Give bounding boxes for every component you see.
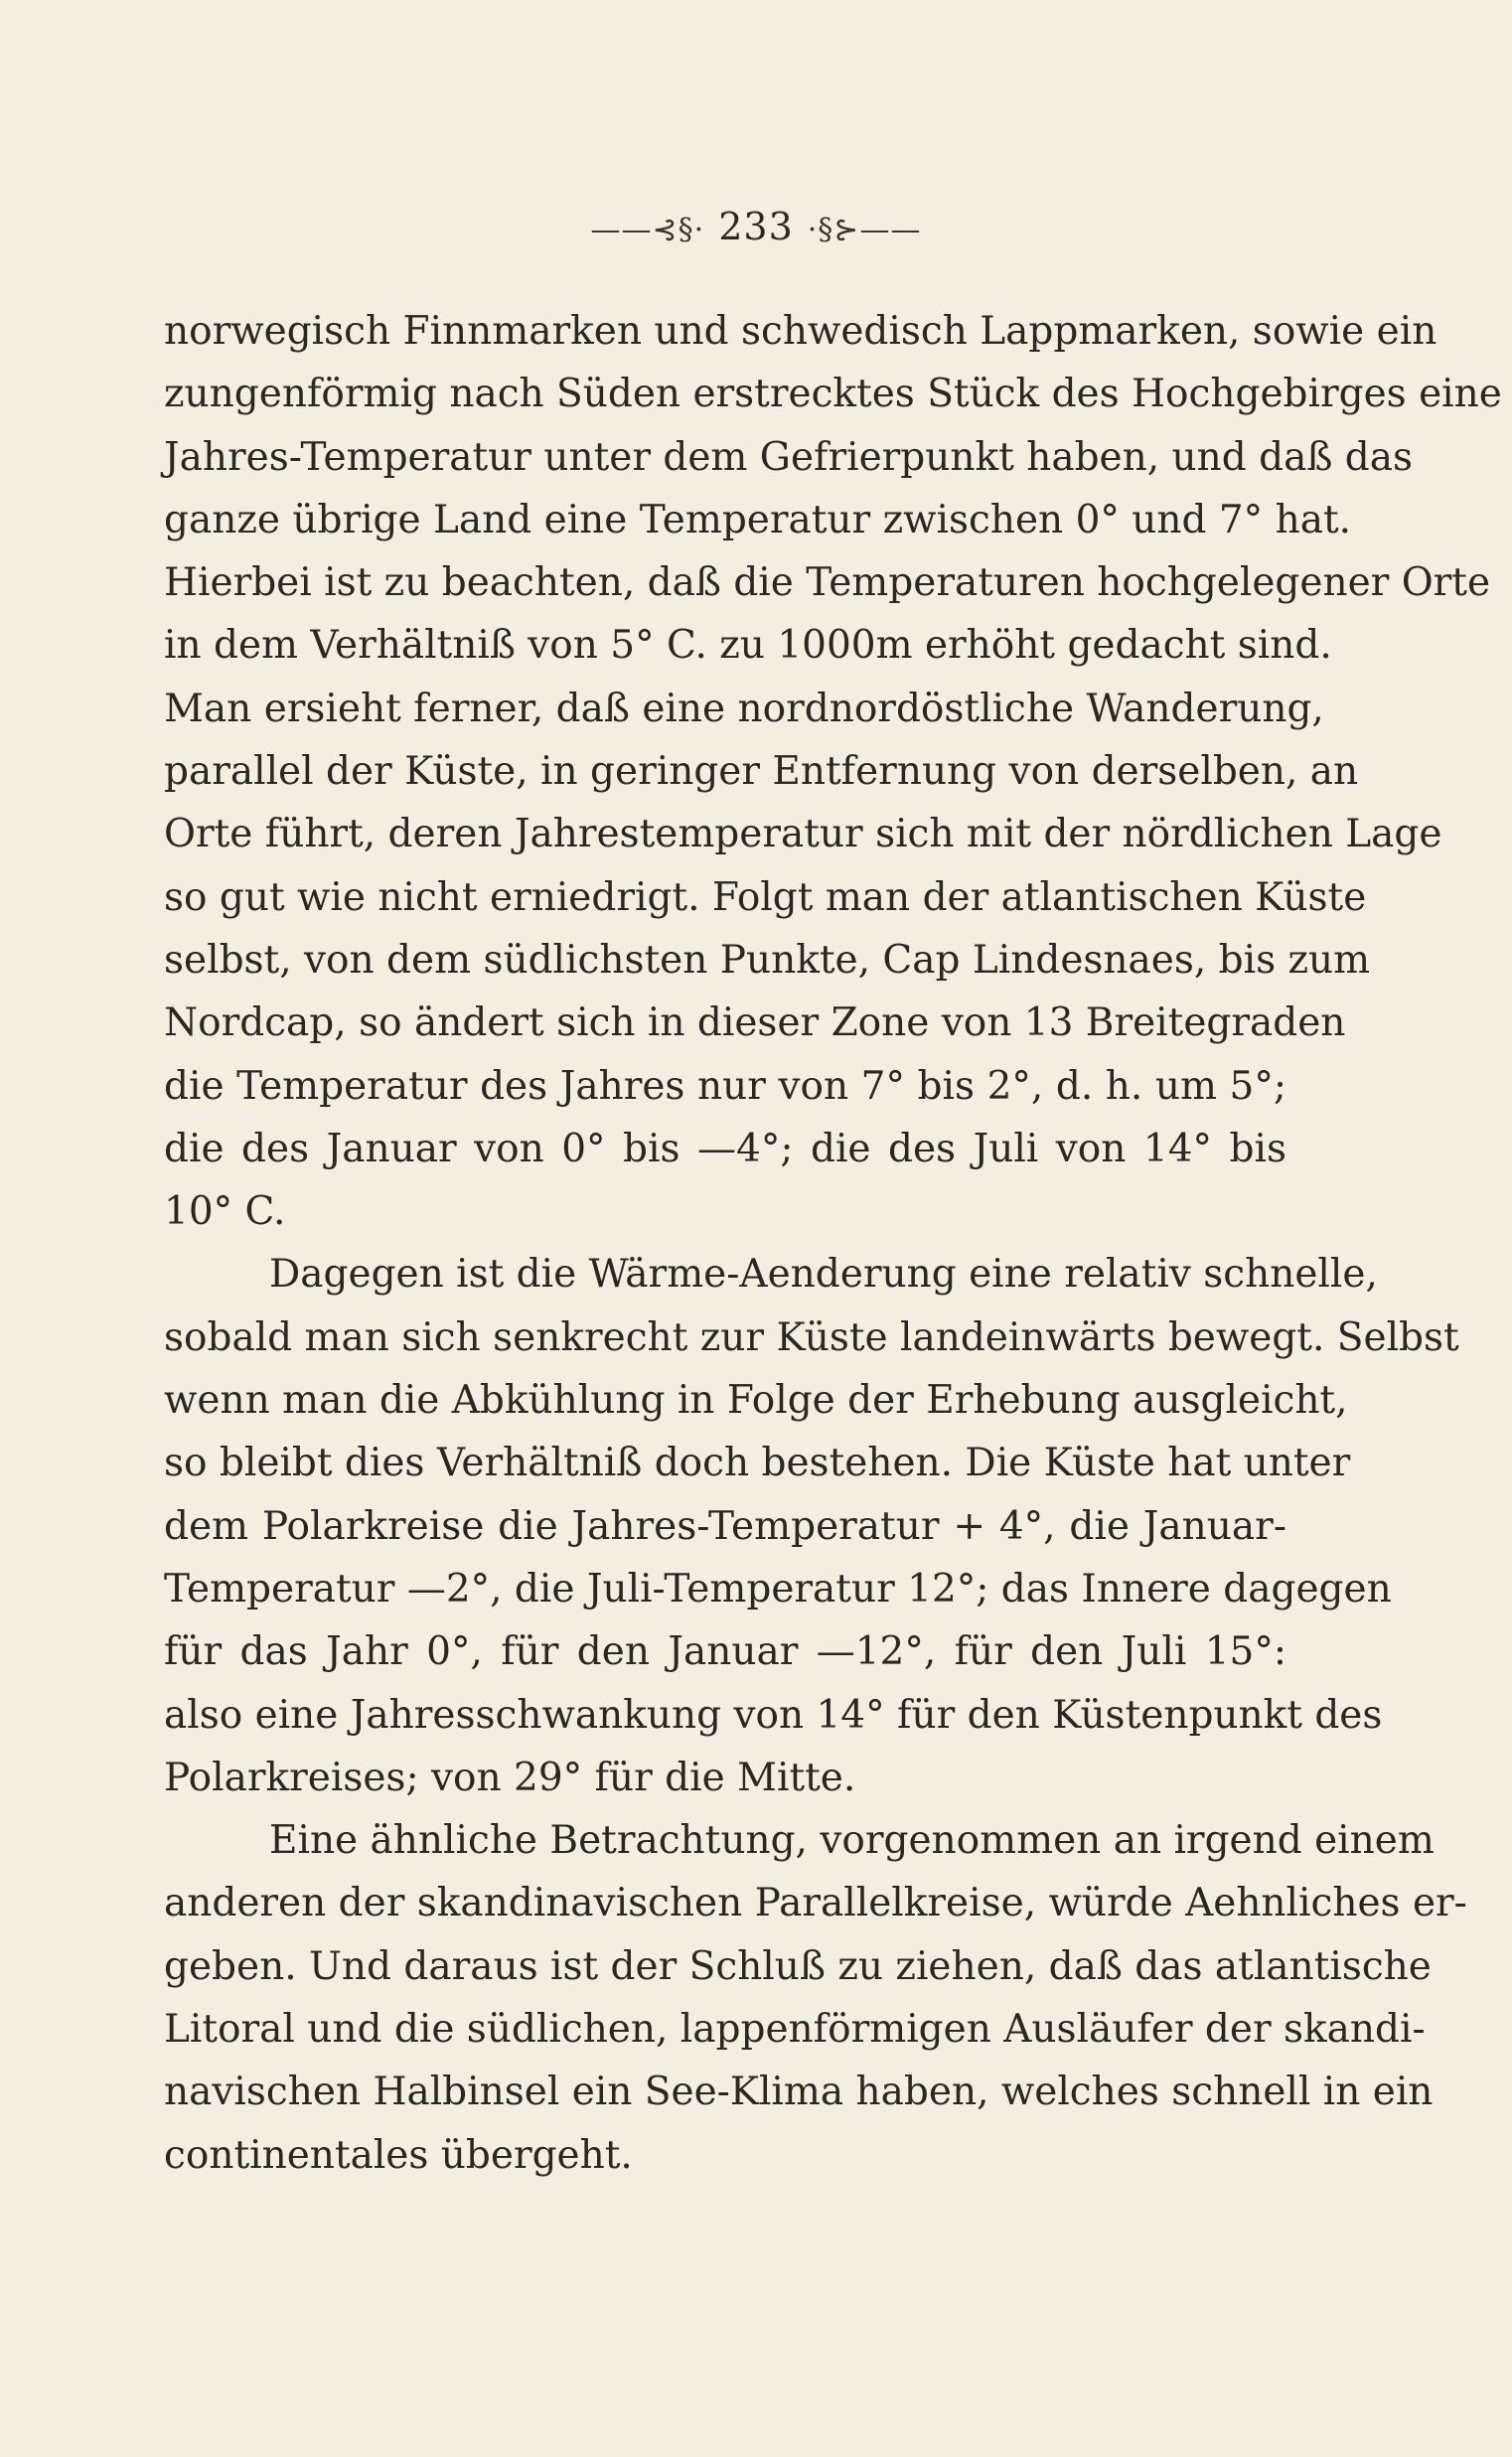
text-line: wenn man die Abkühlung in Folge der Erhebung ausgleicht, [164, 1378, 1348, 1424]
text-line: Litoral und die südlichen, lappenförmigen Ausläufer der skandi- [164, 2007, 1426, 2053]
text-line: ganze übrige Land eine Temperatur zwischen 0° und 7° hat. [164, 497, 1352, 542]
text-line: die des Januar von 0° bis —4°; die des Juli von 14° bis [164, 1126, 1286, 1171]
text-line: in dem Verhältniß von 5° C. zu 1000m erhöht gedacht sind. [164, 623, 1332, 669]
text-line: zungenförmig nach Süden erstrecktes Stück des Hochgebirges eine [164, 372, 1502, 417]
page-header [0, 203, 1512, 254]
text-line: sobald man sich senkrecht zur Küste landeinwärts bewegt. Selbst [164, 1314, 1459, 1360]
text-line: selbst, von dem südlichsten Punkte, Cap Lindesnaes, bis zum [164, 937, 1371, 983]
text-line: also eine Jahresschwankung von 14° für den Küstenpunkt des [164, 1692, 1383, 1738]
text-line: Man ersieht ferner, daß eine nordnordöstliche Wanderung, [164, 686, 1324, 731]
text-line: Nordcap, so ändert sich in dieser Zone von 13 Breitegraden [164, 1000, 1346, 1046]
text-line: dem Polarkreise die Jahres-Temperatur + 4°, die Januar- [164, 1503, 1286, 1549]
text-line: 10° C. [164, 1189, 286, 1235]
text-line: Polarkreises; von 29° für die Mitte. [164, 1755, 856, 1800]
text-line: die Temperatur des Jahres nur von 7° bis 2°, d. h. um 5°; [164, 1063, 1286, 1109]
text-line: Hierbei ist zu beachten, daß die Temperaturen hochgelegener Orte [164, 560, 1491, 606]
text-line: continentales übergeht. [164, 2132, 633, 2178]
text-line: parallel der Küste, in geringer Entfernung von derselben, an [164, 749, 1359, 795]
text-line: navischen Halbinsel ein See-Klima haben, welches schnell in ein [164, 2070, 1434, 2115]
text-line: norwegisch Finnmarken und schwedisch Lappmarken, sowie ein [164, 309, 1437, 354]
body-text [164, 300, 1502, 2187]
right-ornament: ·§⊱—— [807, 213, 922, 247]
text-line: so gut wie nicht erniedrigt. Folgt man der atlantischen Küste [164, 874, 1367, 920]
text-line: Jahres-Temperatur unter dem Gefrierpunkt haben, und daß das [164, 434, 1414, 480]
text-line: Temperatur —2°, die Juli-Temperatur 12°; das Innere dagegen [164, 1566, 1392, 1612]
text-line: anderen der skandinavischen Parallelkreise, würde Aehnliches er- [164, 1881, 1467, 1926]
left-ornament: ——⊰§· [590, 213, 705, 247]
text-line: für das Jahr 0°, für den Januar —12°, für den Juli 15°: [164, 1629, 1286, 1675]
text-line: geben. Und daraus ist der Schluß zu ziehen, daß das atlantische [164, 1943, 1432, 1989]
text-line: Eine ähnliche Betrachtung, vorgenommen an irgend einem [269, 1818, 1435, 1864]
page-number: 233 [718, 205, 794, 248]
text-line: so bleibt dies Verhältniß doch bestehen. Die Küste hat unter [164, 1441, 1351, 1486]
text-line: Orte führt, deren Jahrestemperatur sich mit der nördlichen Lage [164, 812, 1442, 857]
text-line: Dagegen ist die Wärme-Aenderung eine relativ schnelle, [269, 1252, 1378, 1298]
